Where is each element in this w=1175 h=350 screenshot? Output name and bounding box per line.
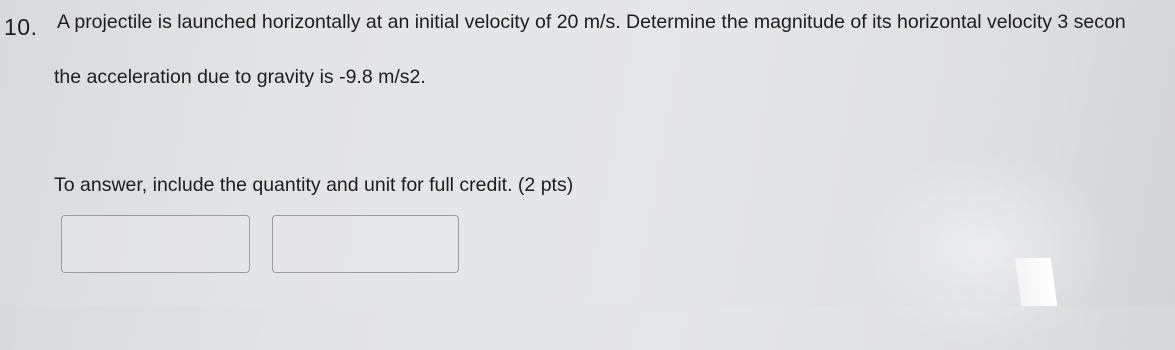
question-number: 10.: [4, 14, 38, 40]
answer-instructions: To answer, include the quantity and unit for full credit. (2 pts): [54, 174, 574, 196]
paper-corner: [1015, 258, 1058, 306]
unit-answer-box[interactable]: [272, 215, 459, 273]
screen-glare: [855, 150, 1115, 350]
unit-input[interactable]: [273, 216, 458, 272]
quantity-answer-box[interactable]: [61, 215, 250, 273]
quantity-input[interactable]: [62, 216, 249, 272]
question-text-line-2: the acceleration due to gravity is -9.8 m/s2.: [54, 66, 426, 88]
question-text-line-1: A projectile is launched horizontally at an initial velocity of 20 m/s. Determine the magnitude of its horizontal velocity 3 secon: [57, 11, 1126, 33]
